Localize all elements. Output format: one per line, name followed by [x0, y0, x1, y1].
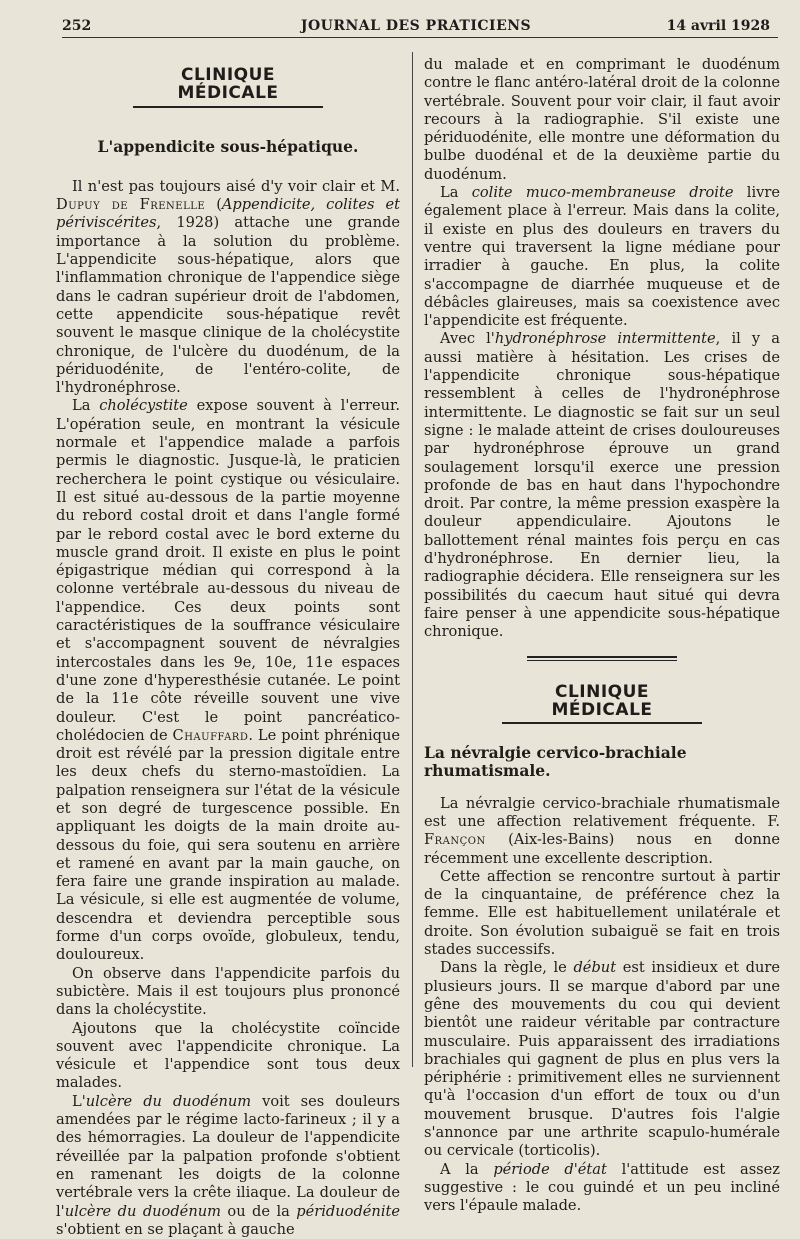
header-rule	[62, 37, 778, 38]
text-run: La	[440, 184, 472, 202]
paragraph	[56, 397, 400, 964]
text-run: (	[205, 196, 222, 214]
emphasis: ulcère du duodénum	[85, 1092, 252, 1110]
left-column	[56, 56, 400, 1239]
paragraph	[424, 184, 780, 330]
text-run: est insidieux et dure plusieurs jours. Il se marque d'abord par une gêne des mouvements du cou qui devient bientôt une raideur véritable par contracture musculaire. Puis apparaissent des irradiations brachiales qui gagnent de plus en plus vers la périphérie : primitivement elles ne surviennent qu'à l'occasion d'un effort de toux ou d'un mouvement brusque. D'autres fois l'algie s'annonce par une arthrite scapulo-humérale ou cervicale (torticolis).	[424, 959, 781, 1160]
emphasis: périduodénite	[296, 1202, 400, 1220]
text-run: A la	[440, 1160, 494, 1178]
paragraph	[424, 795, 780, 868]
emphasis: période d'état	[493, 1160, 607, 1178]
text-run: l'attitude est assez suggestive : le cou guindé et un peu incliné vers l'épaule malade.	[424, 1160, 781, 1215]
paragraph	[424, 1161, 780, 1216]
paragraph	[424, 959, 780, 1160]
author-name: Chauffard	[172, 726, 249, 744]
author-name: Françon	[424, 831, 486, 849]
paragraph	[56, 178, 400, 398]
section-heading: CLINIQUE MÉDICALE	[502, 683, 702, 725]
text-run: , il y a aussi matière à hésitation. Les crises de l'appendicite chronique sous-hépatique ressemblent à celles de l'hydronéphrose intermittente. Le diagnostic se fait sur un seul signe : le malade atteint de crises douloureuses par hydronéphrose éprouve un grand soulagement lorsqu'il exerce une pression profonde de bas en haut dans l'hypochondre droit. Par contre, la même pression exaspère la douleur appendiculaire. Ajoutons le ballottement rénal maintes fois perçu en cas d'hydronéphrose. En dernier lieu, la radiographie décidera. Elle renseignera sur les possibilités du caecum haut situé qui devra faire penser à une appendicite sous-hépatique chronique.	[424, 330, 780, 641]
text-run: . Le point phrénique droit est révélé par la pression digitale entre les deux chefs du sterno-mastoïdien. La palpation renseignera sur l'état de la vésicule et son degré de turgescence possible. En appliquant les doigts de la main droite au-dessous du foie, qui sera soutenu en arrière et ramené en avant par la main gauche, on fera faire une grande inspiration au malade. La vésicule, si elle est augmentée de volume, descendra et deviendra perceptible sous forme d'un corps ovoïde, globuleux, tendu, douloureux.	[56, 726, 400, 964]
column-divider	[412, 52, 413, 1067]
text-run: L'	[72, 1092, 86, 1110]
text-run: Dans la règle, le	[440, 959, 574, 977]
text-run: La névralgie cervico-brachiale rhumatismale est une affection relativement fréquente. F.	[424, 794, 780, 830]
text-run: La	[72, 397, 100, 415]
paragraph	[56, 1093, 400, 1239]
emphasis: colite muco-membraneuse droite	[471, 184, 734, 202]
journal-title: JOURNAL DES PRATICIENS	[300, 18, 532, 34]
paragraph	[424, 330, 780, 641]
paragraph: du malade et en comprimant le duodénum contre le flanc antéro-latéral droit de la colonne vertébrale. Souvent pour voir clair, il faut avoir recours à la radiographie. S'il existe une périduodénite, elle montre une déformation du bulbe duodénal et de la deuxième partie du duodénum.	[424, 56, 780, 183]
emphasis: hydronéphrose intermittente	[494, 330, 716, 348]
paragraph: Cette affection se rencontre surtout à partir de la cinquantaine, de préférence chez la femme. Elle est habituellement unilatérale et droite. Son évolution subaiguë se fait en trois stades successifs.	[424, 867, 780, 959]
section-heading: CLINIQUE MÉDICALE	[133, 66, 323, 108]
reference-title: Appendicite, colites et périviscérites	[56, 196, 400, 232]
right-column	[424, 56, 780, 1216]
page-number: 252	[62, 18, 92, 34]
author-name: Dupuy de Frenelle	[56, 196, 206, 214]
text-run: Avec l'	[440, 330, 495, 348]
paragraph: Ajoutons que la cholécystite coïncide souvent avec l'appendicite chronique. La vésicule et l'appendice sont tous deux malades.	[56, 1019, 400, 1092]
issue-date: 14 avril 1928	[666, 18, 770, 34]
emphasis: ulcère du duodénum	[64, 1202, 221, 1220]
text-run: livre également place à l'erreur. Mais dans la colite, il existe en plus des douleurs en travers du ventre qui traversent la ligne médiane pour irradier à gauche. En plus, la colite s'accompagne de diarrhée muqueuse et de débâcles glaireuses, mais sa coexistence avec l'appendicite est fréquente.	[424, 184, 780, 330]
article-title: L'appendicite sous-hépatique.	[97, 136, 359, 156]
emphasis: début	[573, 959, 617, 977]
text-run: Il n'est pas toujours aisé d'y voir clair et M.	[72, 177, 400, 195]
paragraph: On observe dans l'appendicite parfois du subictère. Mais il est toujours plus prononcé dans la cholécystite.	[56, 964, 400, 1019]
text-run: s'obtient en se plaçant à gauche	[56, 1220, 295, 1238]
text-run: ou de la	[220, 1202, 297, 1220]
text-run: , 1928) attache une grande importance à la solution du problème. L'appendicite sous-hépatique, alors que l'inflammation chronique de l'appendice siège dans le cadran supérieur droit de l'abdomen, cette appendicite sous-hépatique revêt souvent le masque clinique de la cholécystite chronique, de l'ulcère du duodénum, de la périduodénite, de l'entéro-colite, de l'hydronéphrose.	[56, 214, 400, 397]
text-run: expose souvent à l'erreur. L'opération seule, en montrant la vésicule normale et l'appendice malade a parfois permis le diagnostic. Jusque-là, le praticien recherchera le point cystique ou vésiculaire. Il est situé au-dessous de la partie moyenne du rebord costal droit et dans l'angle formé par le rebord costal avec le bord externe du muscle grand droit. Il existe en plus le point épigastrique médian qui correspond à la colonne vertébrale au-dessous du niveau de l'appendice. Ces deux points sont caractéristiques de la souffrance vésiculaire et s'accompagnent souvent de névralgies intercostales dans les 9e, 10e, 11e espaces d'une zone d'hyperesthésie cutanée. Le point de la 11e côte réveille souvent une vive douleur. C'est le point pancréatico-cholédocien de	[56, 397, 400, 744]
text-run: (Aix-les-Bains) nous en donne récemment une excellente description.	[424, 831, 780, 867]
section-separator	[527, 656, 677, 661]
text-run: voit ses douleurs amendées par le régime lacto-farineux ; il y a des hémorragies. La douleur de l'appendicite réveillée par la palpation profonde s'obtient en ramenant les doigts de la colonne vertébrale vers la crête iliaque. La douleur de l'	[56, 1092, 400, 1220]
emphasis: cholécystite	[99, 397, 188, 415]
article-title: La névralgie cervico-brachiale rhumatismale.	[424, 743, 687, 781]
